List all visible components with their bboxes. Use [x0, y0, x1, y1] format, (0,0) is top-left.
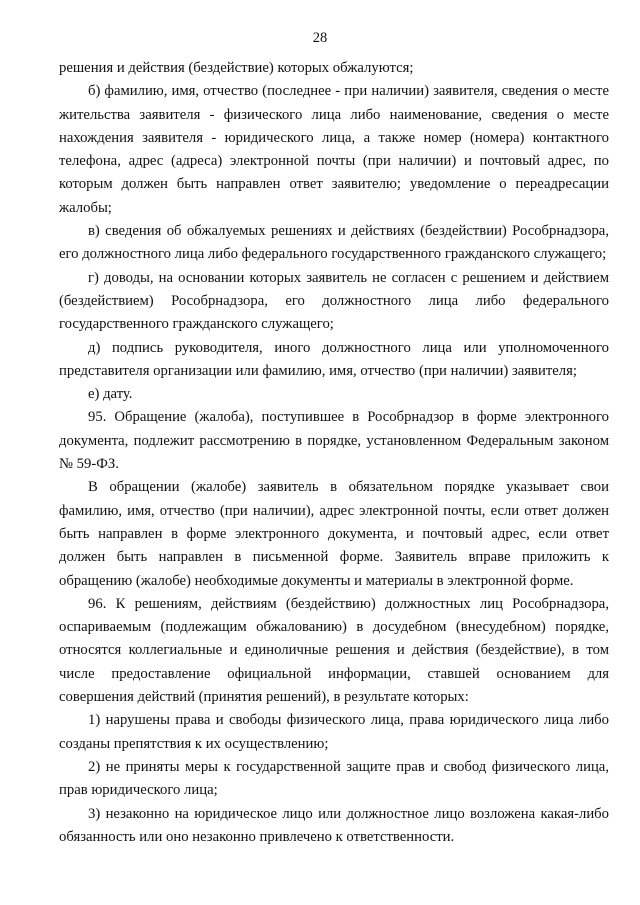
paragraph-item-e: е) дату. [88, 386, 133, 403]
document-body [59, 57, 609, 849]
paragraph-item-d: д) подпись руководителя, иного должностного лица или уполномоченного представителя организации или фамилию, имя, отчество (при наличии) заявителя; [59, 339, 609, 379]
paragraph-clause-96: 96. К решениям, действиям (бездействию) должностных лиц Рособрнадзора, оспариваемым (подлежащим обжалованию) в досудебном (внесудебном) порядке, относятся коллегиальные и единоличные решения и действия (бездействие), в том числе предоставление официальной информации, ставшей основанием для совершения действий (принятия решений), в результате которых: [59, 595, 609, 706]
paragraph-continuation: решения и действия (бездействие) которых обжалуются; [59, 60, 414, 76]
paragraph-clause-95-requirements: В обращении (жалобе) заявитель в обязательном порядке указывает свои фамилию, имя, отчество (при наличии), адрес электронной почты, если ответ должен быть направлен в форме электронного документа, и почтовый адрес, если ответ должен быть направлен в письменной форме. Заявитель вправе приложить к обращению (жалобе) необходимые документы и материалы в электронной форме. [59, 479, 609, 589]
paragraph-clause-95: 95. Обращение (жалоба), поступившее в Рособрнадзор в форме электронного документа, подлежит рассмотрению в порядке, установленном Федеральным законом № 59-ФЗ. [59, 409, 609, 473]
paragraph-item-g: г) доводы, на основании которых заявитель не согласен с решением и действием (бездействием) Рособрнадзора, его должностного лица либо федерального государственного гражданского служащего; [59, 269, 609, 333]
paragraph-clause-96-item-3: 3) незаконно на юридическое лицо или должностное лицо возложена какая-либо обязанность или оно незаконно привлечено к ответственности. [59, 805, 609, 845]
paragraph-item-v: в) сведения об обжалуемых решениях и действиях (бездействии) Рособрнадзора, его должностного лица либо федерального государственного гражданского служащего; [59, 223, 609, 263]
paragraph-clause-96-item-2: 2) не приняты меры к государственной защите прав и свобод физического лица, прав юридического лица; [59, 758, 609, 799]
paragraph-item-b: б) фамилию, имя, отчество (последнее - при наличии) заявителя, сведения о месте жительства заявителя - физического лица либо наименование, сведения о месте нахождения заявителя - юридического лица, а также номер (номера) контактного телефона, адрес (адреса) электронной почты (при наличии) и почтовый адрес, по которым должен быть направлен ответ заявителю; уведомление о переадресации жалобы; [59, 83, 609, 216]
paragraph-clause-96-item-1: 1) нарушены права и свободы физического лица, права юридического лица либо созданы препятствия к их осуществлению; [59, 712, 609, 752]
page-number: 28 [312, 30, 328, 46]
